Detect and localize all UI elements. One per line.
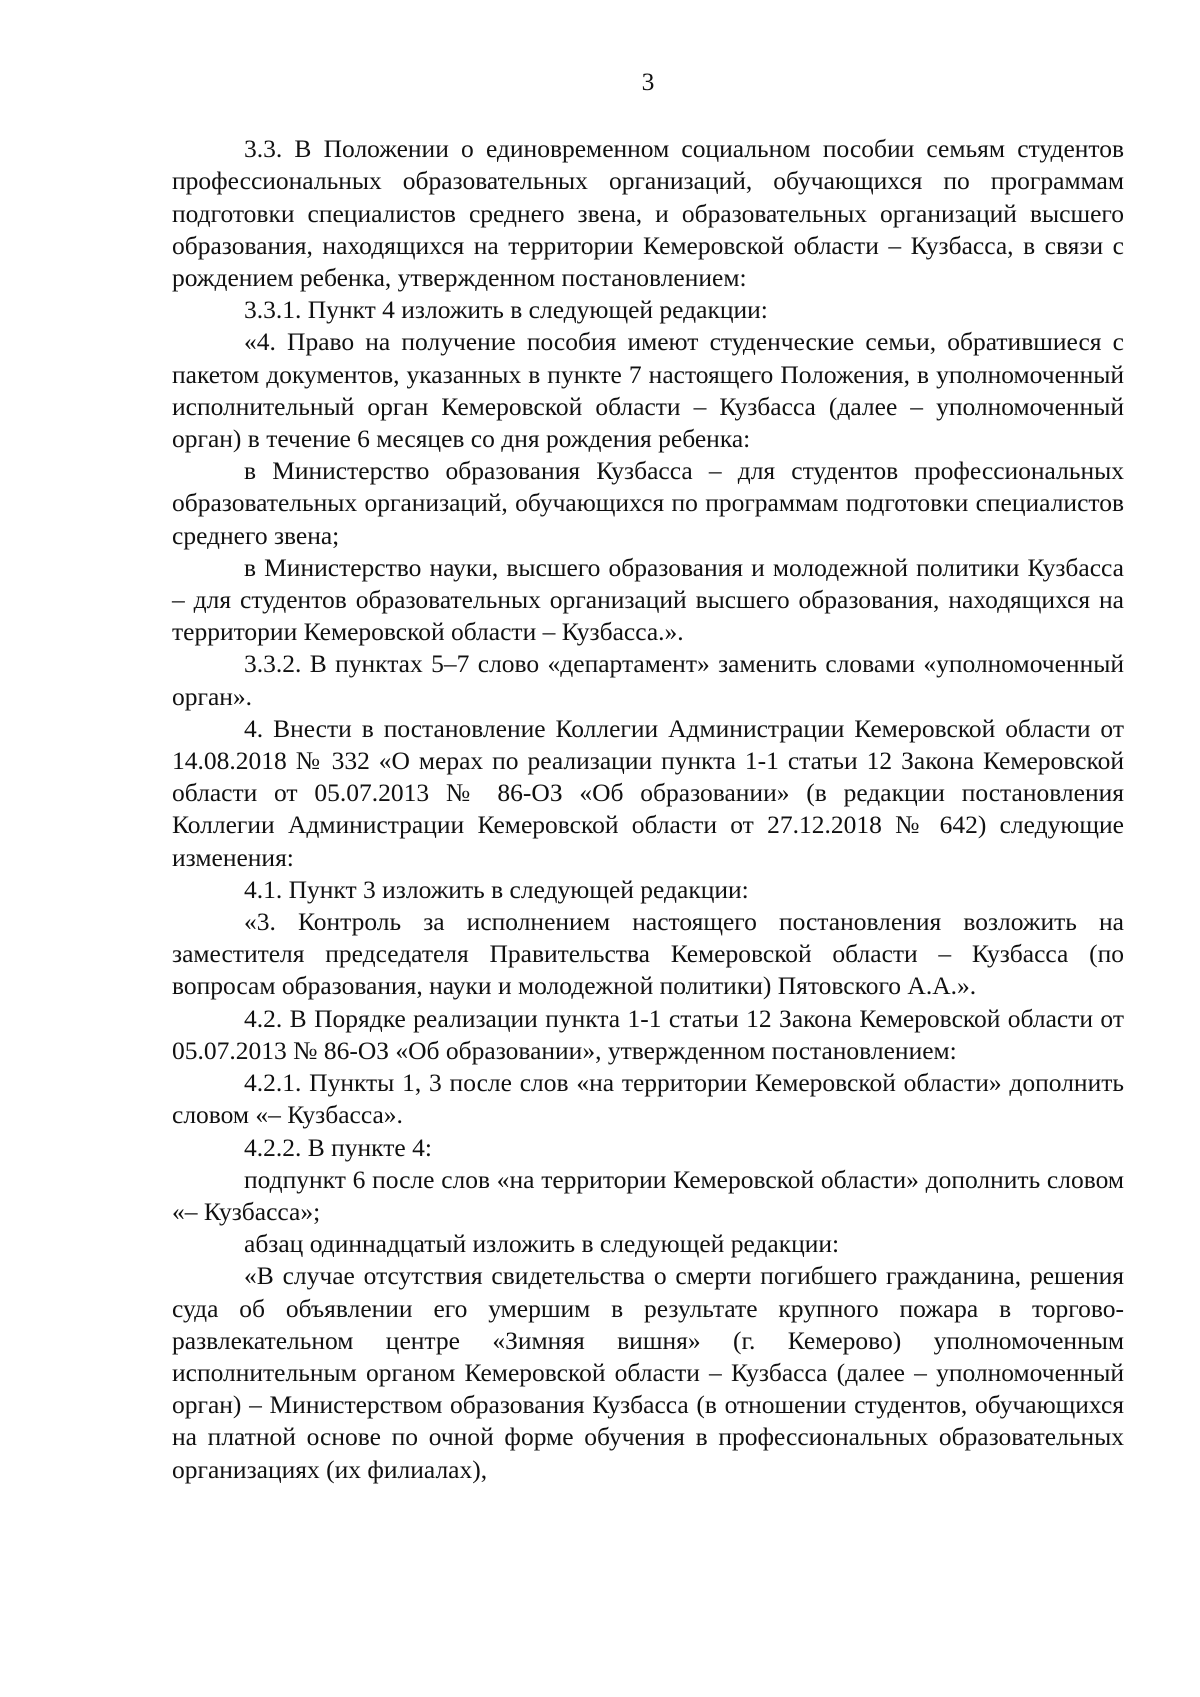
- paragraph-ministry-science: в Министерство науки, высшего образования и молодежной политики Кузбасса – для студентов образовательных организаций высшего образования, находящихся на территории Кемеровской области – Кузбасса.».: [172, 552, 1124, 647]
- document-page: [172, 66, 1124, 1486]
- paragraph-abzac-11-text: «В случае отсутствия свидетельства о смерти погибшего гражданина, решения суда об объявлении его умершим в результате крупного пожара в торгово-развлекательном центре «Зимняя вишня» (г. Кемерово) уполномоченным исполнительным органом Кемеровской области – Кузбасса (далее – уполномоченный орган) – Министерством образования Кузбасса (в отношении студентов, обучающихся на платной основе по очной форме обучения в профессиональных образовательных организациях (их филиалах),: [172, 1261, 1124, 1484]
- paragraph-abzac-11: абзац одиннадцатый изложить в следующей редакции:: [244, 1229, 840, 1259]
- paragraph-4-2-2: 4.2.2. В пункте 4:: [244, 1132, 432, 1162]
- paragraph-subpoint-6: подпункт 6 после слов «на территории Кемеровской области» дополнить словом «– Кузбасса»;: [172, 1164, 1124, 1226]
- paragraph-4: 4. Внести в постановление Коллегии Администрации Кемеровской области от 14.08.2018 № 332 «О мерах по реализации пункта 1-1 статьи 12 Закона Кемеровской области от 05.07.2013 № 86-ОЗ «Об образовании» (в редакции постановления Коллегии Администрации Кемеровской области от 27.12.2018 № 642) следующие изменения:: [172, 713, 1124, 872]
- paragraph-4-2-1: 4.2.1. Пункты 1, 3 после слов «на территории Кемеровской области» дополнить словом «– Кузбасса».: [172, 1068, 1124, 1130]
- page-number: 3: [641, 67, 655, 96]
- paragraph-point-3-text: «3. Контроль за исполнением настоящего постановления возложить на заместителя председателя Правительства Кемеровской области – Кузбасса (по вопросам образования, науки и молодежной политики) Пятовского А.А.».: [172, 907, 1124, 1001]
- paragraph-4-2: 4.2. В Порядке реализации пункта 1-1 статьи 12 Закона Кемеровской области от 05.07.2013 № 86-ОЗ «Об образовании», утвержденном постановлением:: [172, 1003, 1124, 1065]
- paragraph-3-3: 3.3. В Положении о единовременном социальном пособии семьям студентов профессиональных образовательных организаций, обучающихся по программам подготовки специалистов среднего звена, и образовательных организаций высшего образования, находящихся на территории Кемеровской области – Кузбасса, в связи с рождением ребенка, утвержденном постановлением:: [172, 134, 1124, 293]
- paragraph-3-3-2: 3.3.2. В пунктах 5–7 слово «департамент» заменить словами «уполномоченный орган».: [172, 649, 1124, 711]
- paragraph-4-1: 4.1. Пункт 3 изложить в следующей редакции:: [244, 874, 749, 904]
- document-body: [172, 133, 1124, 1486]
- paragraph-point-4-text: «4. Право на получение пособия имеют студенческие семьи, обратившиеся с пакетом документов, указанных в пункте 7 настоящего Положения, в уполномоченный исполнительный орган Кемеровской области – Кузбасса (далее – уполномоченный орган) в течение 6 месяцев со дня рождения ребенка:: [172, 327, 1124, 454]
- paragraph-3-3-1: 3.3.1. Пункт 4 изложить в следующей редакции:: [244, 295, 768, 325]
- paragraph-ministry-education: в Министерство образования Кузбасса – для студентов профессиональных образовательных организаций, обучающихся по программам подготовки специалистов среднего звена;: [172, 456, 1124, 550]
